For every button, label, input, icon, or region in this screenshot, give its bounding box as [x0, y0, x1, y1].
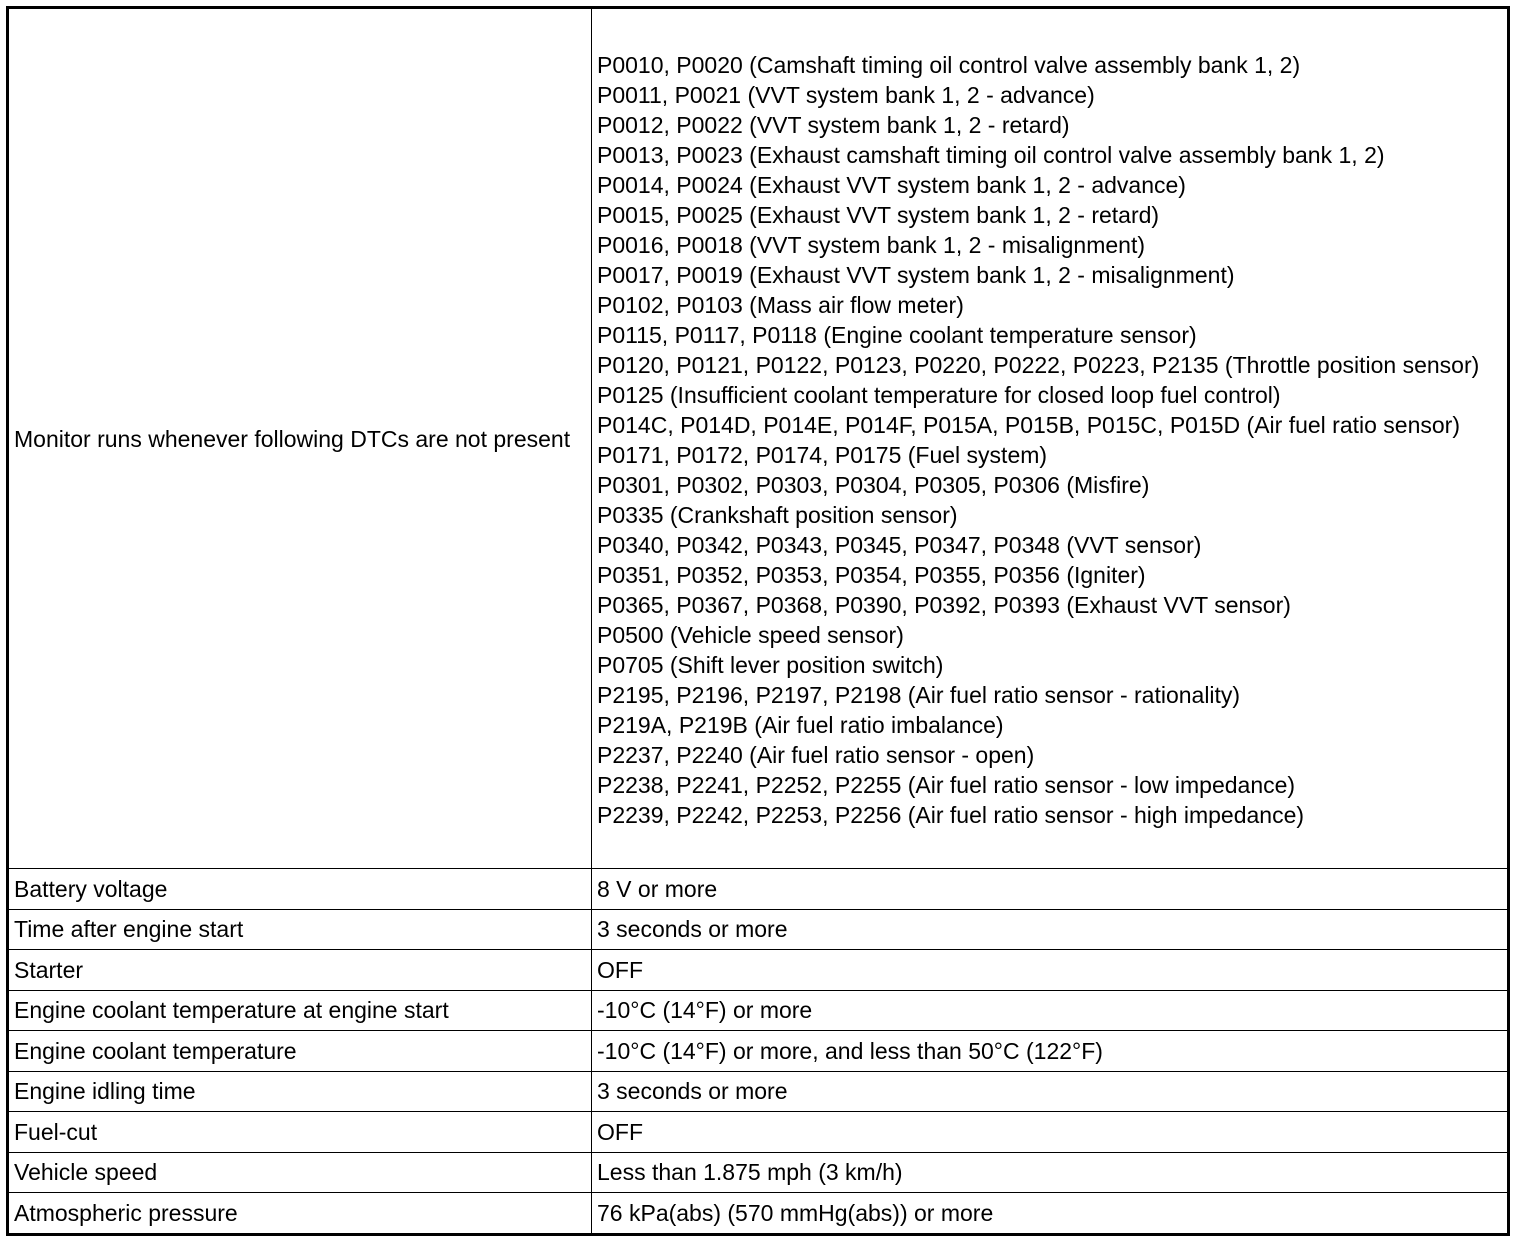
- row-value: OFF: [592, 1112, 1509, 1153]
- row-label: Engine coolant temperature: [8, 1031, 592, 1072]
- dtc-list-item: P0125 (Insufficient coolant temperature for closed loop fuel control): [597, 382, 1281, 408]
- row-value: 3 seconds or more: [592, 1071, 1509, 1112]
- dtc-list-item: P0351, P0352, P0353, P0354, P0355, P0356 (Igniter): [597, 562, 1146, 588]
- table-row: [8, 909, 1509, 950]
- row-label: Atmospheric pressure: [8, 1193, 592, 1235]
- dtc-list-item: P0017, P0019 (Exhaust VVT system bank 1, 2 - misalignment): [597, 262, 1235, 288]
- row-value: -10°C (14°F) or more, and less than 50°C (122°F): [592, 1031, 1509, 1072]
- dtc-list-item: P0015, P0025 (Exhaust VVT system bank 1, 2 - retard): [597, 202, 1160, 228]
- dtc-list-item: P0012, P0022 (VVT system bank 1, 2 - retard): [597, 112, 1070, 138]
- row-label: Engine coolant temperature at engine start: [8, 990, 592, 1031]
- dtc-conditions-label: Monitor runs whenever following DTCs are not present: [8, 8, 592, 869]
- row-value: Less than 1.875 mph (3 km/h): [592, 1152, 1509, 1193]
- table-row: [8, 869, 1509, 910]
- table-row-dtc-conditions: [8, 8, 1509, 869]
- dtc-list-item: P0115, P0117, P0118 (Engine coolant temperature sensor): [597, 322, 1197, 348]
- dtc-list-item: P0016, P0018 (VVT system bank 1, 2 - misalignment): [597, 232, 1146, 258]
- table-row: [8, 990, 1509, 1031]
- row-label: Engine idling time: [8, 1071, 592, 1112]
- row-value: OFF: [592, 950, 1509, 991]
- table-row: [8, 1193, 1509, 1235]
- dtc-list-item: P2238, P2241, P2252, P2255 (Air fuel ratio sensor - low impedance): [597, 772, 1296, 798]
- monitor-conditions-table: [6, 6, 1510, 1236]
- table-row: [8, 950, 1509, 991]
- table-row: [8, 1031, 1509, 1072]
- row-label: Battery voltage: [8, 869, 592, 910]
- table-body: [8, 8, 1509, 1235]
- dtc-list-item: P2237, P2240 (Air fuel ratio sensor - open): [597, 742, 1035, 768]
- row-value: 76 kPa(abs) (570 mmHg(abs)) or more: [592, 1193, 1509, 1235]
- table-row: [8, 1152, 1509, 1193]
- dtc-list-item: P0705 (Shift lever position switch): [597, 652, 944, 678]
- table-row: [8, 1112, 1509, 1153]
- dtc-list-item: P219A, P219B (Air fuel ratio imbalance): [597, 712, 1004, 738]
- dtc-list-item: P0120, P0121, P0122, P0123, P0220, P0222, P0223, P2135 (Throttle position sensor): [597, 352, 1480, 378]
- dtc-list-item: P0102, P0103 (Mass air flow meter): [597, 292, 964, 318]
- row-label: Fuel-cut: [8, 1112, 592, 1153]
- dtc-list-item: P0301, P0302, P0303, P0304, P0305, P0306 (Misfire): [597, 472, 1150, 498]
- dtc-list-item: P0011, P0021 (VVT system bank 1, 2 - advance): [597, 82, 1095, 108]
- row-value: 3 seconds or more: [592, 909, 1509, 950]
- row-value: -10°C (14°F) or more: [592, 990, 1509, 1031]
- row-label: Time after engine start: [8, 909, 592, 950]
- dtc-conditions-value: [592, 8, 1509, 869]
- row-label: Starter: [8, 950, 592, 991]
- dtc-list-item: P2239, P2242, P2253, P2256 (Air fuel ratio sensor - high impedance): [597, 802, 1305, 828]
- dtc-list-item: P0500 (Vehicle speed sensor): [597, 622, 904, 648]
- row-label: Vehicle speed: [8, 1152, 592, 1193]
- dtc-list-item: P0365, P0367, P0368, P0390, P0392, P0393 (Exhaust VVT sensor): [597, 592, 1291, 618]
- dtc-list-item: P0014, P0024 (Exhaust VVT system bank 1, 2 - advance): [597, 172, 1186, 198]
- dtc-list-item: P0013, P0023 (Exhaust camshaft timing oil control valve assembly bank 1, 2): [597, 142, 1385, 168]
- dtc-list-item: P0171, P0172, P0174, P0175 (Fuel system): [597, 442, 1048, 468]
- dtc-list-item: P0340, P0342, P0343, P0345, P0347, P0348 (VVT sensor): [597, 532, 1202, 558]
- dtc-list-item: P014C, P014D, P014E, P014F, P015A, P015B, P015C, P015D (Air fuel ratio sensor): [597, 412, 1460, 438]
- dtc-list-item: P2195, P2196, P2197, P2198 (Air fuel ratio sensor - rationality): [597, 682, 1241, 708]
- dtc-list-item: P0010, P0020 (Camshaft timing oil control valve assembly bank 1, 2): [597, 52, 1301, 78]
- dtc-list-item: P0335 (Crankshaft position sensor): [597, 502, 958, 528]
- dtc-list: [597, 50, 1502, 830]
- table-row: [8, 1071, 1509, 1112]
- row-value: 8 V or more: [592, 869, 1509, 910]
